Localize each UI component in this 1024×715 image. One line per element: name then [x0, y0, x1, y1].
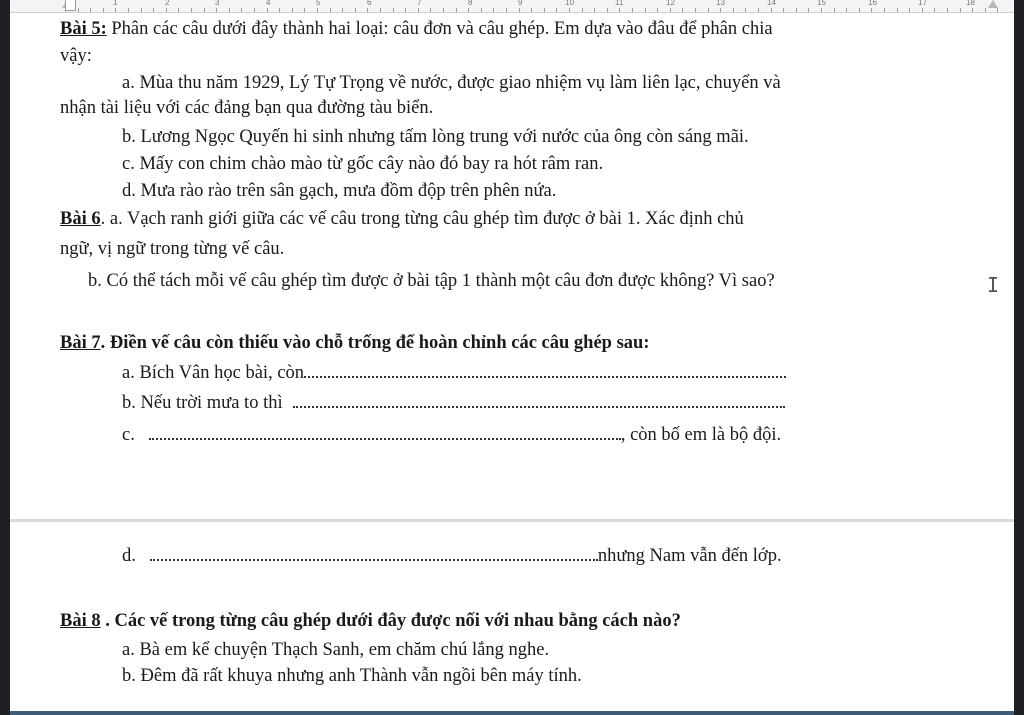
bai5-question-line1[interactable]: [60, 18, 773, 40]
bai7-item-d-suffix: nhưng Nam vẫn đến lớp.: [597, 546, 782, 566]
ruler-tick: [556, 8, 557, 12]
ruler-tick: [153, 8, 154, 12]
ruler-tick: [985, 8, 986, 12]
bai8-question[interactable]: [60, 610, 681, 632]
bottom-status-edge: [10, 711, 1014, 715]
bai8-question-text: . Các vế trong từng câu ghép dưới đây được nối với nhau bằng cách nào?: [100, 611, 681, 631]
ruler-tick: [430, 8, 431, 12]
bai6-item-a-text: . a. Vạch ranh giới giữa các vế câu trong từng câu ghép tìm được ở bài 1. Xác định chủ: [100, 209, 744, 229]
ruler-tick: [531, 8, 532, 12]
ruler-tick: [128, 8, 129, 12]
ruler-tick: [733, 8, 734, 12]
ruler-number: 18: [966, 0, 975, 7]
page-corner-marker: [65, 0, 76, 11]
ruler-tick: [103, 8, 104, 12]
ruler-number: 10: [565, 0, 574, 7]
bai5-item-b[interactable]: b. Lương Ngọc Quyến hi sinh nhưng tấm lòng trung với nước của ông còn sáng mãi.: [122, 127, 749, 147]
ruler-tick: [871, 8, 872, 12]
bai5-item-d[interactable]: d. Mưa rào rào trên sân gạch, mưa đồm độp trên phên nứa.: [122, 181, 557, 201]
ruler-tick: [808, 8, 809, 12]
bai7-item-a-text: a. Bích Vân học bài, còn: [122, 363, 305, 383]
ruler-number: 15: [817, 0, 826, 7]
ruler-tick: [657, 8, 658, 12]
ruler-tick: [204, 8, 205, 12]
ruler-tick: [821, 8, 822, 12]
bai7-item-d-prefix: d.: [122, 546, 136, 566]
blank-line[interactable]: [150, 559, 598, 561]
ruler-tick: [78, 8, 79, 12]
ruler-tick: [645, 8, 646, 12]
bai5-question-line2[interactable]: vậy:: [60, 46, 92, 66]
ruler-tick: [619, 8, 620, 12]
ruler-number: 9: [518, 0, 523, 7]
ruler-tick: [695, 8, 696, 12]
text-cursor-icon: I: [987, 273, 1000, 297]
ruler-tick: [582, 8, 583, 12]
bai8-item-b[interactable]: b. Đêm đã rất khuya nhưng anh Thành vẫn ngồi bên máy tính.: [122, 666, 582, 686]
bai5-question-text: Phân các câu dưới đây thành hai loại: câu đơn và câu ghép. Em dựa vào đâu để phân chia: [106, 19, 773, 39]
bai7-item-c-suffix: , còn bố em là bộ đội.: [620, 425, 782, 445]
ruler-tick: [216, 8, 217, 12]
ruler-tick: [254, 8, 255, 12]
ruler-tick: [758, 8, 759, 12]
ruler-indent-marker-right[interactable]: [988, 0, 998, 8]
bai7-item-d[interactable]: [122, 545, 782, 567]
bai6-item-a-line2[interactable]: ngữ, vị ngữ trong từng vế câu.: [60, 239, 285, 259]
ruler-tick: [708, 8, 709, 12]
ruler-tick: [178, 8, 179, 12]
bai7-item-a[interactable]: [122, 362, 786, 384]
ruler-number: 2: [165, 0, 170, 7]
ruler-tick: [241, 8, 242, 12]
ruler-tick: [859, 8, 860, 12]
ruler-tick: [481, 8, 482, 12]
bai6-label: Bài 6: [60, 209, 101, 229]
ruler-tick: [468, 8, 469, 12]
ruler-number: 16: [868, 0, 877, 7]
ruler-tick: [493, 8, 494, 12]
ruler-tick: [997, 8, 998, 12]
ruler-number: 13: [716, 0, 725, 7]
ruler-tick: [292, 8, 293, 12]
ruler-tick: [141, 8, 142, 12]
bai7-item-c-prefix: c.: [122, 425, 135, 445]
bai7-question-text: . Điền vế câu còn thiếu vào chỗ trống để hoàn chỉnh các câu ghép sau:: [100, 333, 650, 353]
ruler-tick: [405, 8, 406, 12]
bai8-label: Bài 8: [60, 611, 101, 631]
ruler-tick: [783, 8, 784, 12]
ruler-tick: [745, 8, 746, 12]
ruler-tick: [771, 8, 772, 12]
ruler-number: 7: [417, 0, 422, 7]
bai8-item-a[interactable]: a. Bà em kể chuyện Thạch Sanh, em chăm chú lắng nghe.: [122, 640, 550, 660]
ruler-tick: [897, 8, 898, 12]
bai7-item-b[interactable]: [122, 392, 785, 414]
ruler-tick: [342, 8, 343, 12]
ruler-tick: [355, 8, 356, 12]
ruler-tick: [191, 8, 192, 12]
ruler-number: 11: [615, 0, 624, 7]
bai5-label: Bài 5:: [60, 19, 107, 39]
ruler-tick: [115, 8, 116, 12]
ruler-tick: [846, 8, 847, 12]
ruler-number: 3: [215, 0, 220, 7]
ruler-tick: [682, 8, 683, 12]
bai7-item-c[interactable]: [122, 424, 781, 446]
ruler-tick: [934, 8, 935, 12]
ruler-tick: [834, 8, 835, 12]
bai5-item-c[interactable]: c. Mấy con chim chào mào từ gốc cây nào đó bay ra hót râm ran.: [122, 154, 604, 174]
blank-line[interactable]: [149, 438, 621, 440]
ruler-tick: [166, 8, 167, 12]
page-break-separator: [10, 519, 1014, 522]
ruler-tick: [607, 8, 608, 12]
ruler-tick: [720, 8, 721, 12]
ruler-tick: [632, 8, 633, 12]
ruler-tick: [317, 8, 318, 12]
ruler-tick: [960, 8, 961, 12]
ruler-tick: [544, 8, 545, 12]
ruler-tick: [229, 8, 230, 12]
ruler-tick: [506, 8, 507, 12]
ruler-tick: [796, 8, 797, 12]
bai7-label: Bài 7: [60, 333, 101, 353]
ruler-number: 14: [767, 0, 776, 7]
ruler-number: 12: [666, 0, 675, 7]
ruler-tick: [380, 8, 381, 12]
ruler-tick: [972, 8, 973, 12]
ruler-tick: [670, 8, 671, 12]
ruler-tick: [947, 8, 948, 12]
ruler-number: 8: [468, 0, 473, 7]
ruler-number: 4: [266, 0, 271, 7]
ruler-tick: [330, 8, 331, 12]
ruler-tick: [279, 8, 280, 12]
bai6-item-b[interactable]: b. Có thể tách mỗi vế câu ghép tìm được ở bài tập 1 thành một câu đơn được không? Vì sao?: [88, 271, 775, 291]
bai7-question[interactable]: [60, 332, 649, 354]
ruler-tick: [884, 8, 885, 12]
ruler-tick: [456, 8, 457, 12]
ruler-tick: [367, 8, 368, 12]
ruler-number: 5: [316, 0, 321, 7]
bai7-item-b-text: b. Nếu trời mưa to thì: [122, 393, 283, 413]
horizontal-ruler[interactable]: [10, 0, 1014, 13]
ruler-tick: [594, 8, 595, 12]
ruler-number: 6: [367, 0, 372, 7]
document-page[interactable]: [10, 0, 1014, 715]
ruler-tick: [267, 8, 268, 12]
ruler-tick: [909, 8, 910, 12]
blank-line[interactable]: [304, 376, 786, 378]
bai5-item-a-line1[interactable]: a. Mùa thu năm 1929, Lý Tự Trọng về nước, được giao nhiệm vụ làm liên lạc, chuyển và: [122, 73, 781, 93]
ruler-tick: [922, 8, 923, 12]
bai6-item-a-line1[interactable]: [60, 208, 744, 230]
ruler-tick: [90, 8, 91, 12]
ruler-tick: [393, 8, 394, 12]
ruler-tick: [569, 8, 570, 12]
blank-line[interactable]: [293, 406, 785, 408]
ruler-number: 1: [113, 0, 118, 7]
ruler-tick: [304, 8, 305, 12]
ruler-tick: [519, 8, 520, 12]
ruler-number: 17: [918, 0, 927, 7]
bai5-item-a-line2[interactable]: nhận tài liệu với các đảng bạn qua đường tàu biển.: [60, 98, 434, 118]
ruler-tick: [443, 8, 444, 12]
ruler-tick: [418, 8, 419, 12]
